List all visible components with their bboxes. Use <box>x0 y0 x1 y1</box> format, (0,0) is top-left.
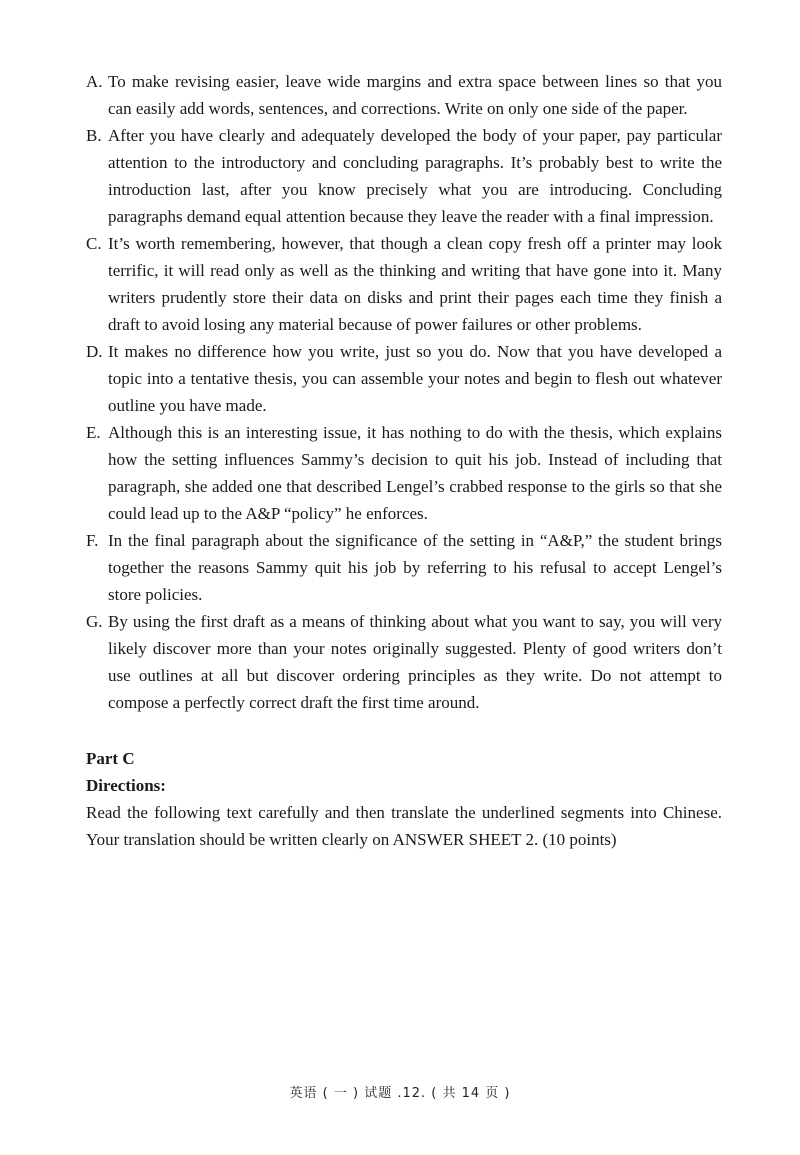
part-c-section <box>86 745 722 853</box>
option-letter: F. <box>86 531 99 550</box>
option-letter: E. <box>86 423 101 442</box>
directions-text: Read the following text carefully and then translate the underlined segments into Chinese. Your translation should be written clearly on ANSWER SHEET 2. (10 points) <box>86 803 722 849</box>
exam-page-content <box>86 68 722 853</box>
page-footer: 英语 ( 一 ) 试题 .12. ( 共 14 页 ) <box>289 1086 511 1101</box>
option-c <box>86 230 722 338</box>
option-letter: B. <box>86 126 102 145</box>
option-text: Although this is an interesting issue, it has nothing to do with the thesis, which explains how the setting influences Sammy’s decision to quit his job. Instead of including that paragraph, she added one that described Lengel’s crabbed response to the girls so that she could lead up to the A&P “policy” he enforces. <box>108 423 722 523</box>
option-g <box>86 608 722 716</box>
option-text: It makes no difference how you write, just so you do. Now that you have developed a topic into a tentative thesis, you can assemble your notes and begin to flesh out whatever outline you have made. <box>108 342 722 415</box>
directions-heading: Directions: <box>86 776 166 795</box>
option-b <box>86 122 722 230</box>
option-a <box>86 68 722 122</box>
part-c-title: Part C <box>86 749 135 768</box>
option-text: It’s worth remembering, however, that though a clean copy fresh off a printer may look terrific, it will read only as well as the thinking and writing that have gone into it. Many writers prudently store their data on disks and print their pages each time they finish a draft to avoid losing any material because of power failures or other problems. <box>108 234 722 334</box>
option-list <box>86 68 722 716</box>
option-letter: C. <box>86 234 102 253</box>
option-letter: G. <box>86 612 103 631</box>
option-text: By using the first draft as a means of thinking about what you want to say, you will very likely discover more than your notes originally suggested. Plenty of good writers don’t use outlines at all but discover ordering principles as they write. Do not attempt to compose a perfectly correct draft the first time around. <box>108 612 722 712</box>
option-text: After you have clearly and adequately developed the body of your paper, pay particular attention to the introductory and concluding paragraphs. It’s probably best to write the introduction last, after you know precisely what you are introducing. Concluding paragraphs demand equal attention because they leave the reader with a final impression. <box>108 126 722 226</box>
option-text: In the final paragraph about the significance of the setting in “A&P,” the student brings together the reasons Sammy quit his job by referring to his refusal to accept Lengel’s store policies. <box>108 531 722 604</box>
option-letter: D. <box>86 342 103 361</box>
option-d <box>86 338 722 419</box>
option-letter: A. <box>86 72 103 91</box>
option-f <box>86 527 722 608</box>
option-e <box>86 419 722 527</box>
option-text: To make revising easier, leave wide margins and extra space between lines so that you can easily add words, sentences, and corrections. Write on only one side of the paper. <box>108 72 722 118</box>
